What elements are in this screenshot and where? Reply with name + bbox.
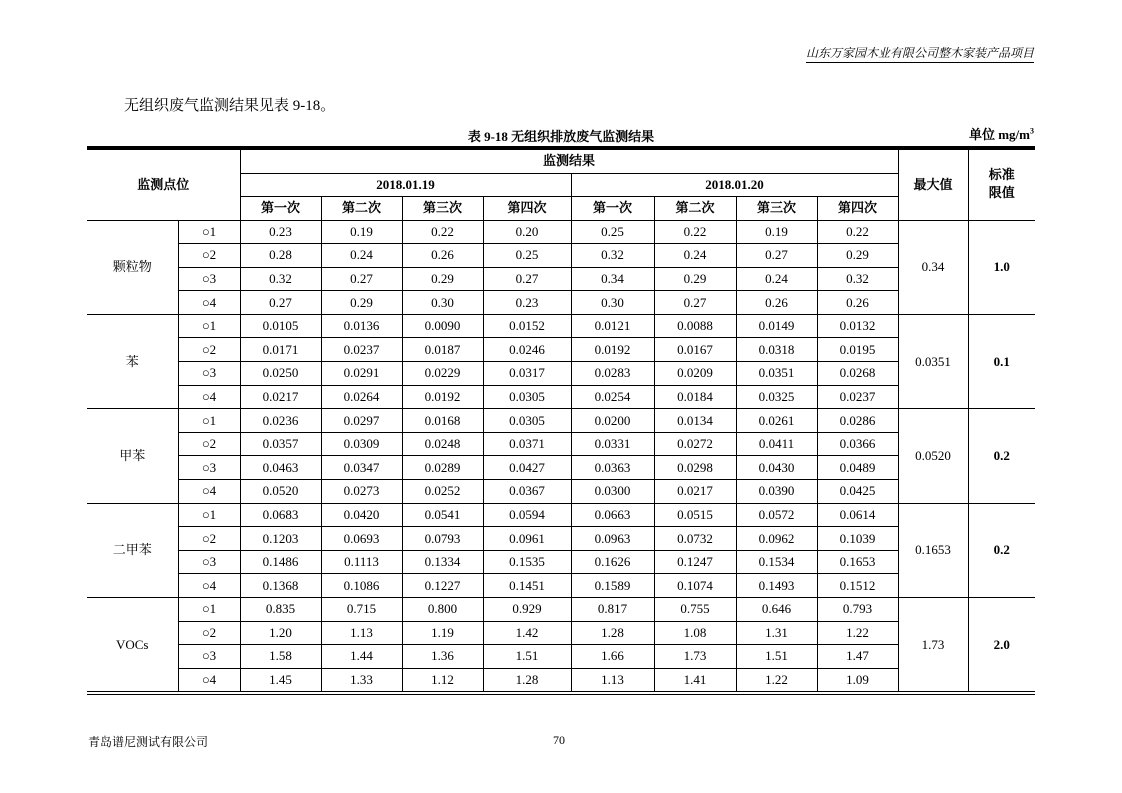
value-cell: 1.45 xyxy=(240,668,321,693)
monitoring-point: ○4 xyxy=(178,480,240,504)
monitoring-point: ○2 xyxy=(178,244,240,268)
col-limit-header xyxy=(968,148,1035,220)
round-header: 第三次 xyxy=(402,197,483,221)
value-cell: 0.29 xyxy=(321,291,402,315)
value-cell: 0.30 xyxy=(571,291,654,315)
value-cell: 0.0357 xyxy=(240,432,321,456)
col-max-header: 最大值 xyxy=(898,148,968,220)
value-cell: 0.1368 xyxy=(240,574,321,598)
value-cell: 0.0614 xyxy=(817,503,898,527)
table-row xyxy=(87,314,1035,338)
value-cell: 0.19 xyxy=(321,220,402,244)
limit-value: 0.1 xyxy=(968,314,1035,408)
monitoring-point: ○1 xyxy=(178,314,240,338)
value-cell: 0.1486 xyxy=(240,550,321,574)
value-cell: 0.32 xyxy=(571,244,654,268)
table-row xyxy=(87,409,1035,433)
value-cell: 0.1626 xyxy=(571,550,654,574)
value-cell: 1.42 xyxy=(483,621,571,645)
value-cell: 0.29 xyxy=(817,244,898,268)
table-row xyxy=(87,550,1035,574)
table-row xyxy=(87,432,1035,456)
table-row xyxy=(87,527,1035,551)
value-cell: 0.0252 xyxy=(402,480,483,504)
value-cell: 0.0136 xyxy=(321,314,402,338)
value-cell: 0.1227 xyxy=(402,574,483,598)
value-cell: 0.0963 xyxy=(571,527,654,551)
table-row xyxy=(87,291,1035,315)
value-cell: 0.929 xyxy=(483,598,571,622)
unit-text: 单位 mg/m xyxy=(968,127,1030,142)
table-row xyxy=(87,598,1035,622)
value-cell: 0.0541 xyxy=(402,503,483,527)
value-cell: 0.22 xyxy=(817,220,898,244)
value-cell: 0.0300 xyxy=(571,480,654,504)
value-cell: 0.0325 xyxy=(736,385,817,409)
value-cell: 0.0168 xyxy=(402,409,483,433)
monitoring-point: ○2 xyxy=(178,621,240,645)
value-cell: 0.23 xyxy=(483,291,571,315)
monitoring-point: ○3 xyxy=(178,362,240,386)
header-row-1 xyxy=(87,148,1035,173)
value-cell: 0.0187 xyxy=(402,338,483,362)
value-cell: 0.0261 xyxy=(736,409,817,433)
max-value: 0.1653 xyxy=(898,503,968,597)
limit-value: 2.0 xyxy=(968,598,1035,694)
value-cell: 0.0463 xyxy=(240,456,321,480)
value-cell: 1.58 xyxy=(240,645,321,669)
value-cell: 0.24 xyxy=(654,244,736,268)
value-cell: 0.835 xyxy=(240,598,321,622)
value-cell: 0.26 xyxy=(736,291,817,315)
value-cell: 0.0217 xyxy=(654,480,736,504)
monitoring-point: ○3 xyxy=(178,456,240,480)
round-header: 第一次 xyxy=(571,197,654,221)
unit-sup: 3 xyxy=(1030,126,1034,136)
round-header: 第二次 xyxy=(654,197,736,221)
footer-company: 青岛谱尼测试有限公司 xyxy=(88,735,209,749)
value-cell: 0.26 xyxy=(817,291,898,315)
value-cell: 0.0347 xyxy=(321,456,402,480)
table-caption: 表 9-18 无组织排放废气监测结果 xyxy=(467,129,655,144)
value-cell: 0.0427 xyxy=(483,456,571,480)
value-cell: 1.51 xyxy=(736,645,817,669)
value-cell: 0.0425 xyxy=(817,480,898,504)
value-cell: 0.0515 xyxy=(654,503,736,527)
value-cell: 0.1493 xyxy=(736,574,817,598)
value-cell: 0.29 xyxy=(402,267,483,291)
value-cell: 0.0272 xyxy=(654,432,736,456)
value-cell: 0.0962 xyxy=(736,527,817,551)
value-cell: 0.0291 xyxy=(321,362,402,386)
value-cell: 1.36 xyxy=(402,645,483,669)
table-row xyxy=(87,338,1035,362)
table-row xyxy=(87,621,1035,645)
unit-label xyxy=(969,124,1034,143)
value-cell: 0.0268 xyxy=(817,362,898,386)
intro-text: 无组织废气监测结果见表 9-18。 xyxy=(124,98,336,114)
value-cell: 1.20 xyxy=(240,621,321,645)
value-cell: 1.22 xyxy=(817,621,898,645)
max-value: 0.34 xyxy=(898,220,968,314)
value-cell: 0.27 xyxy=(321,267,402,291)
pollutant-name: 颗粒物 xyxy=(87,220,178,314)
value-cell: 1.51 xyxy=(483,645,571,669)
table-row xyxy=(87,574,1035,598)
value-cell: 0.24 xyxy=(736,267,817,291)
value-cell: 1.28 xyxy=(571,621,654,645)
value-cell: 0.0411 xyxy=(736,432,817,456)
value-cell: 0.817 xyxy=(571,598,654,622)
value-cell: 0.20 xyxy=(483,220,571,244)
table-row xyxy=(87,668,1035,693)
value-cell: 0.0317 xyxy=(483,362,571,386)
value-cell: 1.73 xyxy=(654,645,736,669)
value-cell: 1.19 xyxy=(402,621,483,645)
value-cell: 0.0363 xyxy=(571,456,654,480)
table-row xyxy=(87,456,1035,480)
value-cell: 0.0298 xyxy=(654,456,736,480)
page-number: 70 xyxy=(553,733,565,747)
pollutant-name: 苯 xyxy=(87,314,178,408)
monitoring-point: ○1 xyxy=(178,503,240,527)
monitoring-point: ○3 xyxy=(178,550,240,574)
value-cell: 0.0693 xyxy=(321,527,402,551)
value-cell: 0.25 xyxy=(571,220,654,244)
table-row xyxy=(87,267,1035,291)
monitoring-point: ○1 xyxy=(178,409,240,433)
col-results-header: 监测结果 xyxy=(240,148,898,173)
value-cell: 0.0489 xyxy=(817,456,898,480)
value-cell: 0.0663 xyxy=(571,503,654,527)
round-header: 第三次 xyxy=(736,197,817,221)
limit-value: 0.2 xyxy=(968,503,1035,597)
value-cell: 0.0217 xyxy=(240,385,321,409)
value-cell: 0.0961 xyxy=(483,527,571,551)
value-cell: 0.28 xyxy=(240,244,321,268)
value-cell: 0.0105 xyxy=(240,314,321,338)
monitoring-point: ○2 xyxy=(178,338,240,362)
value-cell: 0.646 xyxy=(736,598,817,622)
monitoring-point: ○4 xyxy=(178,668,240,693)
value-cell: 0.27 xyxy=(483,267,571,291)
value-cell: 1.44 xyxy=(321,645,402,669)
monitoring-point: ○4 xyxy=(178,385,240,409)
value-cell: 0.0088 xyxy=(654,314,736,338)
value-cell: 0.23 xyxy=(240,220,321,244)
value-cell: 0.1086 xyxy=(321,574,402,598)
value-cell: 0.0167 xyxy=(654,338,736,362)
value-cell: 0.0420 xyxy=(321,503,402,527)
monitoring-results-table xyxy=(87,146,1035,695)
value-cell: 0.0594 xyxy=(483,503,571,527)
running-header: 山东万家园木业有限公司整木家装产品项目 xyxy=(806,44,1034,63)
monitoring-point: ○2 xyxy=(178,527,240,551)
value-cell: 0.0289 xyxy=(402,456,483,480)
monitoring-point: ○1 xyxy=(178,220,240,244)
value-cell: 0.1334 xyxy=(402,550,483,574)
value-cell: 0.34 xyxy=(571,267,654,291)
value-cell: 0.800 xyxy=(402,598,483,622)
value-cell: 0.0572 xyxy=(736,503,817,527)
value-cell: 0.29 xyxy=(654,267,736,291)
value-cell: 0.0351 xyxy=(736,362,817,386)
value-cell: 0.0192 xyxy=(571,338,654,362)
value-cell: 0.715 xyxy=(321,598,402,622)
value-cell: 0.793 xyxy=(817,598,898,622)
value-cell: 0.0134 xyxy=(654,409,736,433)
table-row xyxy=(87,480,1035,504)
value-cell: 0.755 xyxy=(654,598,736,622)
value-cell: 0.0331 xyxy=(571,432,654,456)
value-cell: 1.66 xyxy=(571,645,654,669)
value-cell: 0.0367 xyxy=(483,480,571,504)
value-cell: 0.0152 xyxy=(483,314,571,338)
value-cell: 0.0305 xyxy=(483,385,571,409)
monitoring-point: ○1 xyxy=(178,598,240,622)
value-cell: 0.32 xyxy=(817,267,898,291)
value-cell: 0.0309 xyxy=(321,432,402,456)
value-cell: 0.0286 xyxy=(817,409,898,433)
round-header: 第四次 xyxy=(483,197,571,221)
value-cell: 0.0132 xyxy=(817,314,898,338)
value-cell: 0.0366 xyxy=(817,432,898,456)
value-cell: 0.0121 xyxy=(571,314,654,338)
value-cell: 0.22 xyxy=(654,220,736,244)
max-value: 0.0520 xyxy=(898,409,968,503)
value-cell: 1.13 xyxy=(321,621,402,645)
limit-value: 0.2 xyxy=(968,409,1035,503)
value-cell: 0.1534 xyxy=(736,550,817,574)
value-cell: 0.27 xyxy=(736,244,817,268)
value-cell: 0.0390 xyxy=(736,480,817,504)
value-cell: 0.0305 xyxy=(483,409,571,433)
value-cell: 0.0090 xyxy=(402,314,483,338)
value-cell: 0.0297 xyxy=(321,409,402,433)
value-cell: 0.27 xyxy=(240,291,321,315)
pollutant-name: VOCs xyxy=(87,598,178,694)
table-row xyxy=(87,220,1035,244)
value-cell: 1.28 xyxy=(483,668,571,693)
value-cell: 0.0195 xyxy=(817,338,898,362)
value-cell: 0.0209 xyxy=(654,362,736,386)
col-limit-text: 标准限值 xyxy=(988,167,1015,201)
round-header: 第二次 xyxy=(321,197,402,221)
value-cell: 0.0520 xyxy=(240,480,321,504)
value-cell: 1.31 xyxy=(736,621,817,645)
value-cell: 0.0229 xyxy=(402,362,483,386)
monitoring-point: ○3 xyxy=(178,645,240,669)
value-cell: 0.1653 xyxy=(817,550,898,574)
value-cell: 0.0430 xyxy=(736,456,817,480)
value-cell: 0.0264 xyxy=(321,385,402,409)
date-header: 2018.01.20 xyxy=(571,173,898,197)
value-cell: 0.0683 xyxy=(240,503,321,527)
max-value: 0.0351 xyxy=(898,314,968,408)
value-cell: 1.41 xyxy=(654,668,736,693)
monitoring-point: ○4 xyxy=(178,574,240,598)
value-cell: 0.1589 xyxy=(571,574,654,598)
table-row xyxy=(87,385,1035,409)
value-cell: 0.25 xyxy=(483,244,571,268)
value-cell: 0.0371 xyxy=(483,432,571,456)
round-header: 第一次 xyxy=(240,197,321,221)
value-cell: 0.0283 xyxy=(571,362,654,386)
value-cell: 0.1113 xyxy=(321,550,402,574)
value-cell: 0.0250 xyxy=(240,362,321,386)
table-row xyxy=(87,244,1035,268)
value-cell: 0.0237 xyxy=(817,385,898,409)
value-cell: 0.19 xyxy=(736,220,817,244)
value-cell: 0.0200 xyxy=(571,409,654,433)
value-cell: 0.0149 xyxy=(736,314,817,338)
value-cell: 0.0184 xyxy=(654,385,736,409)
value-cell: 0.0171 xyxy=(240,338,321,362)
value-cell: 0.1039 xyxy=(817,527,898,551)
max-value: 1.73 xyxy=(898,598,968,694)
value-cell: 0.24 xyxy=(321,244,402,268)
monitoring-point: ○2 xyxy=(178,432,240,456)
table-row xyxy=(87,362,1035,386)
value-cell: 0.27 xyxy=(654,291,736,315)
value-cell: 0.26 xyxy=(402,244,483,268)
pollutant-name: 甲苯 xyxy=(87,409,178,503)
value-cell: 0.0236 xyxy=(240,409,321,433)
limit-value: 1.0 xyxy=(968,220,1035,314)
value-cell: 0.0793 xyxy=(402,527,483,551)
value-cell: 1.22 xyxy=(736,668,817,693)
col-point-header: 监测点位 xyxy=(87,148,240,220)
date-header: 2018.01.19 xyxy=(240,173,571,197)
value-cell: 0.30 xyxy=(402,291,483,315)
value-cell: 0.0254 xyxy=(571,385,654,409)
table-row xyxy=(87,645,1035,669)
monitoring-point: ○4 xyxy=(178,291,240,315)
value-cell: 1.09 xyxy=(817,668,898,693)
value-cell: 1.33 xyxy=(321,668,402,693)
value-cell: 1.12 xyxy=(402,668,483,693)
value-cell: 0.0248 xyxy=(402,432,483,456)
value-cell: 0.0237 xyxy=(321,338,402,362)
value-cell: 0.0246 xyxy=(483,338,571,362)
value-cell: 0.1203 xyxy=(240,527,321,551)
value-cell: 0.22 xyxy=(402,220,483,244)
value-cell: 0.32 xyxy=(240,267,321,291)
value-cell: 0.1247 xyxy=(654,550,736,574)
value-cell: 0.1074 xyxy=(654,574,736,598)
value-cell: 0.0273 xyxy=(321,480,402,504)
value-cell: 1.47 xyxy=(817,645,898,669)
value-cell: 0.1535 xyxy=(483,550,571,574)
table-row xyxy=(87,503,1035,527)
value-cell: 1.08 xyxy=(654,621,736,645)
value-cell: 0.1512 xyxy=(817,574,898,598)
monitoring-point: ○3 xyxy=(178,267,240,291)
value-cell: 0.0318 xyxy=(736,338,817,362)
pollutant-name: 二甲苯 xyxy=(87,503,178,597)
value-cell: 0.0192 xyxy=(402,385,483,409)
value-cell: 0.1451 xyxy=(483,574,571,598)
round-header: 第四次 xyxy=(817,197,898,221)
value-cell: 1.13 xyxy=(571,668,654,693)
value-cell: 0.0732 xyxy=(654,527,736,551)
